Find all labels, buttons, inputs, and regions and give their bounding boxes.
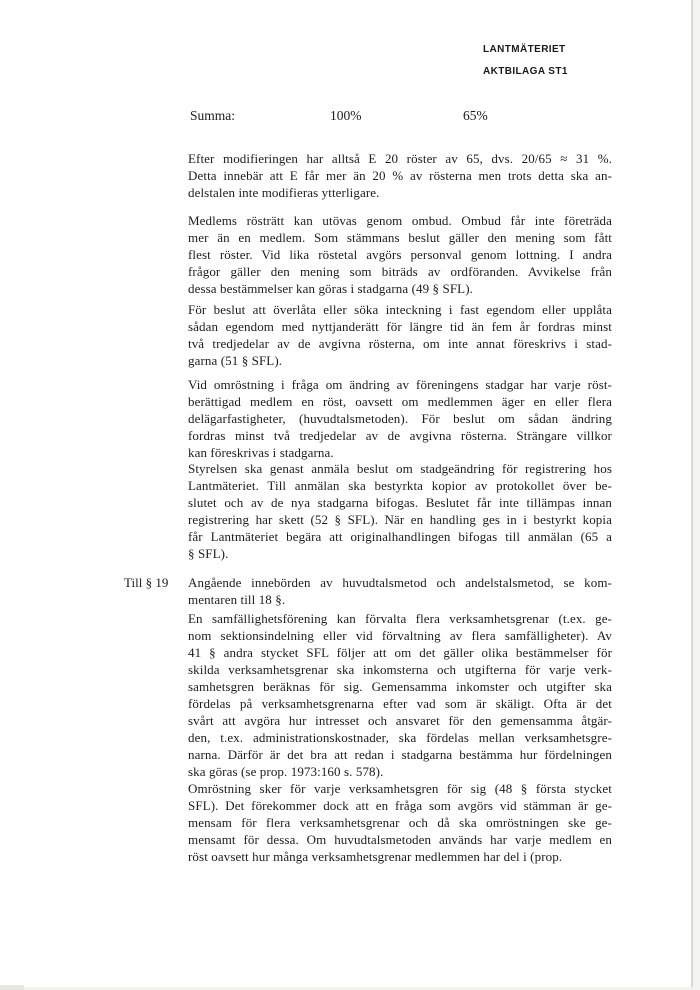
attachment-label-text: AKTBILAGA ST1: [483, 66, 568, 77]
summary-row-label: Summa:: [190, 108, 236, 123]
text-line: Vid omröstning i fråga om ändring av föreningens stadgar har varje röst-: [188, 377, 612, 392]
text-line: sådan egendom med nyttjanderätt för längre tid än fem år fordras minst: [188, 319, 612, 334]
text-line: ska göras (se prop. 1973:160 s. 578).: [188, 764, 384, 779]
text-line: Detta innebär att E får mer än 20 % av rösterna men trots detta ska an-: [188, 168, 612, 183]
text-line: delstalen inte modifieras ytterligare.: [188, 185, 380, 200]
text-line: Styrelsen ska genast anmäla beslut om stadgeändring för registrering hos: [188, 461, 612, 476]
text-line: svårt att avgöra hur intresset och ansvaret för den gemensamma åtgär-: [188, 713, 612, 728]
text-line: skilda verksamhetsgrenar ska inkomsterna och utgifterna för varje verk-: [188, 662, 612, 677]
paragraph-modification-result: [188, 150, 612, 201]
text-line: narna. Därför är det bra att redan i stadgarna bestämma hur fördelningen: [188, 747, 612, 762]
summary-row-value-1: 100%: [330, 108, 362, 123]
paragraph-activity-branches: [188, 610, 612, 780]
paragraph-registration-duty: [188, 460, 612, 562]
text-line: En samfällighetsförening kan förvalta flera verksamhetsgrenar (t.ex. ge-: [188, 611, 612, 626]
text-line: två tredjedelar av de avgivna rösterna, om inte annat föreskrivs i stad-: [188, 336, 612, 351]
text-line: delägarfastigheter, (huvudtalsmetoden). För beslut om sådan ändring: [188, 411, 612, 426]
text-line: SFL). Det förekommer dock att en fråga som avgörs vid stämman är ge-: [188, 798, 612, 813]
text-line: berättigad medlem en röst, oavsett om medlemmen äger en eller flera: [188, 394, 612, 409]
page-bottom-corner: [0, 985, 24, 990]
text-line: Angående innebörden av huvudtalsmetod och andelstalsmetod, se kom-: [188, 575, 612, 590]
text-line: Efter modifieringen har alltså E 20 röster av 65, dvs. 20/65 ≈ 31 %.: [188, 151, 612, 166]
text-line: 41 § andra stycket SFL följer att om det gäller olika bestämmelser för: [188, 645, 612, 660]
text-line: fordras minst två tredjedelar av de avgivna rösterna. Strängare villkor: [188, 428, 612, 443]
text-line: nom sektionsindelning eller vid förvaltning av flera samfälligheter). Av: [188, 628, 612, 643]
text-line: röst oavsett hur många verksamhetsgrenar medlemmen har del i (prop.: [188, 849, 563, 864]
text-line: För beslut att överlåta eller söka inteckning i fast egendom eller upplåta: [188, 302, 612, 317]
text-line: får Lantmäteriet begära att originalhandlingen bifogas till anmälan (65 a: [188, 529, 612, 544]
page-edge-margin: [693, 0, 700, 990]
paragraph-voting-rights: [188, 212, 612, 297]
text-line: Medlems rösträtt kan utövas genom ombud. Ombud får inte företräda: [188, 213, 612, 228]
text-line: dessa bestämmelser kan göras i stadgarna (49 § SFL).: [188, 281, 473, 296]
paragraph-section-19-intro: [188, 574, 612, 608]
text-line: frågor gäller den mening som biträds av ordföranden. Avvikelse från: [188, 264, 612, 279]
paragraph-property-decisions: [188, 301, 612, 369]
paragraph-branch-voting: [188, 780, 612, 865]
text-line: den, t.ex. administrationskostnader, ska fördelas mellan verksamhetsgre-: [188, 730, 612, 745]
org-name-text: LANTMÄTERIET: [483, 44, 566, 55]
text-line: registrering har skett (52 § SFL). När en handling ges in i bestyrkt kopia: [188, 512, 612, 527]
text-line: mensam för flera verksamhetsgrenar och då ska omröstningen ske ge-: [188, 815, 612, 830]
paragraph-bylaw-amendment-vote: [188, 376, 612, 461]
margin-section-label: Till § 19: [124, 575, 169, 590]
page-edge-line: [691, 0, 693, 990]
text-line: garna (51 § SFL).: [188, 353, 283, 368]
summary-row-value-2: 65%: [463, 108, 488, 123]
text-line: flest röster. Vid lika röstetal avgörs personval genom lottning. I andra: [188, 247, 612, 262]
text-line: kan föreskrivas i stadgarna.: [188, 445, 334, 460]
text-line: Lantmäteriet. Till anmälan ska bestyrkta kopior av protokollet över be-: [188, 478, 612, 493]
text-line: mensamt för dessa. Om huvudtalsmetoden används har varje medlem en: [188, 832, 612, 847]
text-line: mentaren till 18 §.: [188, 592, 286, 607]
text-line: § SFL).: [188, 546, 229, 561]
text-line: Omröstning sker för varje verksamhetsgren för sig (48 § första stycket: [188, 781, 612, 796]
text-line: mer än en medlem. Som stämmans beslut gäller den mening som fått: [188, 230, 612, 245]
text-line: samhetsgren beräknas för sig. Gemensamma inkomster och utgifter ska: [188, 679, 612, 694]
text-line: slutet och av de nya stadgarna bifogas. Beslutet får inte tillämpas innan: [188, 495, 612, 510]
text-line: fördelas på verksamhetsgrenarna efter vad som är skäligt. Ofta är det: [188, 696, 612, 711]
